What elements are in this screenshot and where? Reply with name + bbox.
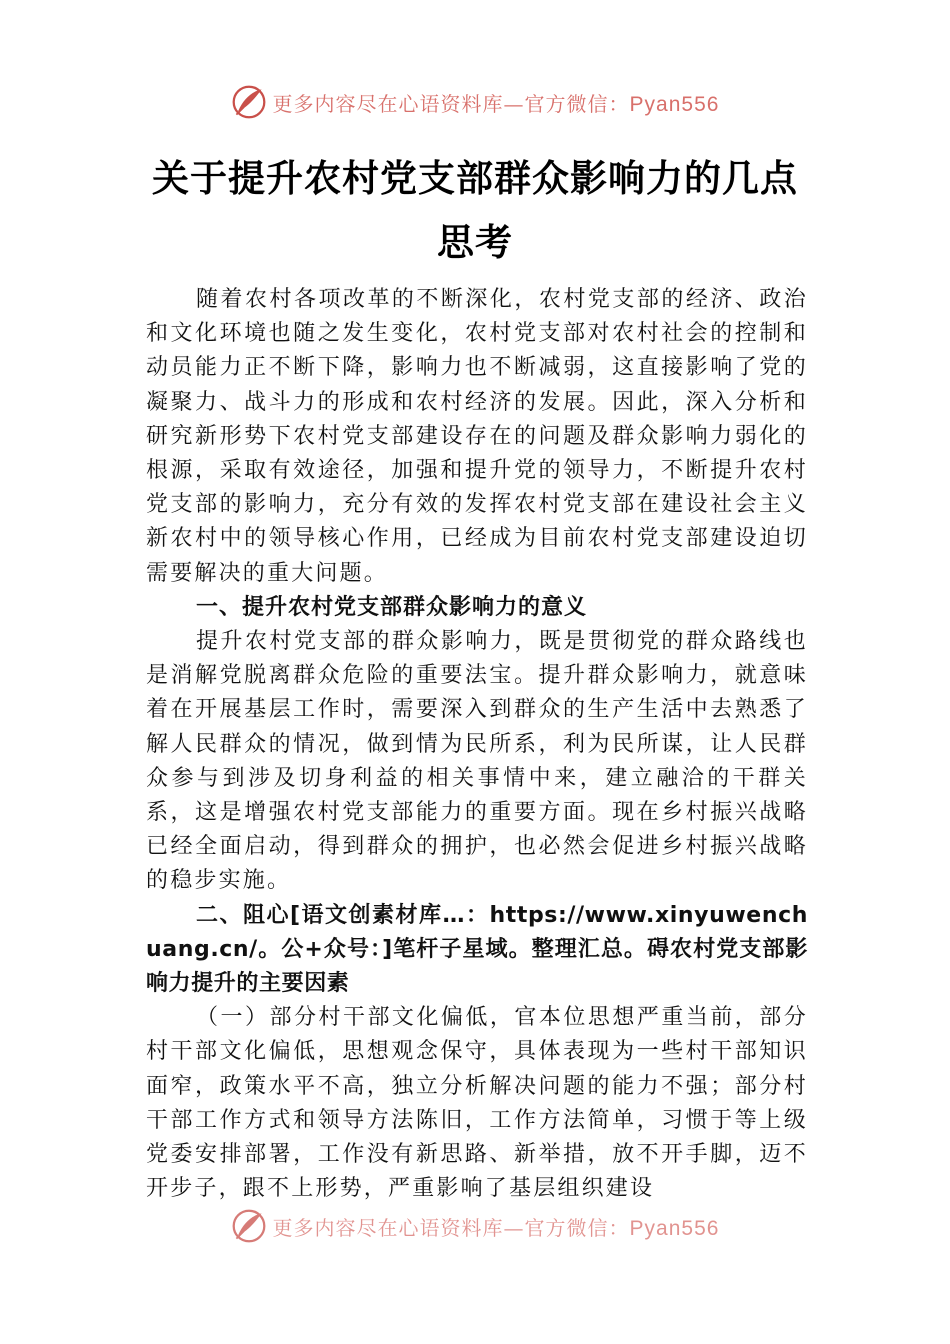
watermark-wechat-id: Pyan556 (629, 1216, 720, 1240)
feather-pen-logo-icon (231, 84, 267, 120)
watermark-banner-bottom (0, 1206, 950, 1246)
watermark-wechat-id: Pyan556 (629, 92, 720, 116)
body-paragraph-significance: 提升农村党支部的群众影响力，既是贯彻党的群众路线也是消解党脱离群众危险的重要法宝。提升群众影响力，就意味着在开展基层工作时，需要深入到群众的生产生活中去熟悉了解人民群众的情况，做到情为民所系，利为民所谋，让人民群众参与到涉及切身利益的相关事情中来，建立融洽的干群关系，这是增强农村党支部能力的重要方面。现在乡村振兴战略已经全面启动，得到群众的拥护，也必然会促进乡村振兴战略的稳步实施。 (146, 629, 808, 894)
body-paragraph-factor-1: （一）部分村干部文化偏低，官本位思想严重当前，部分村干部文化偏低，思想观念保守，具体表现为一些村干部知识面窄，政策水平不高，独立分析解决问题的能力不强；部分村干部工作方式和领导方法陈旧，工作方法简单，习惯于等上级党委安排部署，工作没有新思路、新举措，放不开手脚，迈不开步子，跟不上形势，严重影响了基层组织建设 (146, 1005, 808, 1202)
document-title: 关于提升农村党支部群众影响力的几点思考 (152, 156, 798, 264)
feather-pen-logo-icon (231, 1208, 267, 1244)
watermark-text: 更多内容尽在心语资料库—官方微信：Pyan556 (272, 91, 720, 116)
watermark-text: 更多内容尽在心语资料库—官方微信：Pyan556 (272, 1215, 720, 1240)
section-heading-2: 二、阻心[语文创素材库…：https://www.xinyuwenchuang.cn/。公+众号：]笔杆子星域。整理汇总。碍农村党支部影响力提升的主要因素 (146, 902, 808, 997)
body-paragraph-intro: 随着农村各项改革的不断深化，农村党支部的经济、政治和文化环境也随之发生变化，农村党支部对农村社会的控制和动员能力正不断下降，影响力也不断减弱，这直接影响了党的凝聚力、战斗力的形成和农村经济的发展。因此，深入分析和研究新形势下农村党支部建设存在的问题及群众影响力弱化的根源，采取有效途径，加强和提升党的领导力，不断提升农村党支部的影响力，充分有效的发挥农村党支部在建设社会主义新农村中的领导核心作用，已经成为目前农村党支部建设迫切需要解决的重大问题。 (146, 287, 808, 586)
watermark-banner-top (0, 82, 950, 122)
section-heading-1: 一、提升农村党支部群众影响力的意义 (196, 594, 588, 620)
document-body (146, 283, 808, 1206)
